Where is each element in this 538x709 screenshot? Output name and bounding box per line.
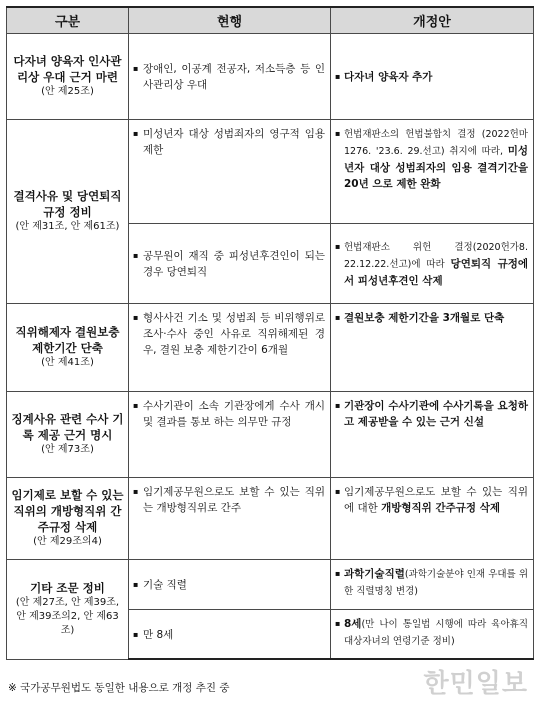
category-title: 결격사유 및 당연퇴직 규정 정비 <box>13 189 122 219</box>
revision-bold-text: 당연퇴직 규정에서 피성년후견인 삭제 <box>344 258 528 287</box>
current-item: ▪ 만 8세 <box>133 627 325 643</box>
row-category <box>7 391 129 477</box>
category-ref: (안 제41조) <box>41 357 94 368</box>
table-row <box>7 559 534 609</box>
revision-item <box>335 566 528 600</box>
current-item: ▪ 수사기관이 소속 기관장에게 수사 개시 및 결과를 통보 하는 의무만 규정 <box>133 398 325 430</box>
category-title: 다자녀 양육자 인사관리상 우대 근거 마련 <box>13 54 122 84</box>
current-item: ▪ 기술 직렬 <box>133 577 325 593</box>
revision-item: ▪ 결원보충 제한기간을 3개월로 단축 <box>335 310 528 326</box>
header-revision: 개정안 <box>331 7 534 33</box>
row-category <box>7 119 129 303</box>
header-category: 구분 <box>7 7 129 33</box>
current-item: ▪ 장애인, 이공계 전공자, 저소득층 등 인사관리상 우대 <box>133 61 325 93</box>
table-row <box>7 33 534 119</box>
revision-bold-text: 과학기술직렬 <box>344 567 405 580</box>
revision-cell <box>331 477 534 559</box>
table-row <box>7 391 534 477</box>
category-title: 기타 조문 정비 <box>30 581 105 595</box>
category-ref: (안 제29조의4) <box>33 536 102 547</box>
current-cell <box>129 609 331 659</box>
revision-text: 헌법재판소 위헌 결정(2020헌가8. 22.12.22.선고)에 따라 <box>344 242 528 270</box>
row-category <box>7 559 129 659</box>
revision-cell <box>331 33 534 119</box>
category-ref: (안 제25조) <box>41 86 94 97</box>
current-item: ▪ 공무원이 재직 중 피성년후견인이 되는 경우 당연퇴직 <box>133 248 325 280</box>
table-header-row <box>7 7 534 33</box>
revision-cell <box>331 303 534 391</box>
current-item: ▪ 임기제공무원으로도 보할 수 있는 직위는 개방형직위로 간주 <box>133 484 325 516</box>
category-title: 징계사유 관련 수사 기록 제공 근거 명시 <box>11 412 124 442</box>
category-ref: (안 제31조, 안 제61조) <box>15 221 120 232</box>
revision-item <box>335 484 528 516</box>
revision-text: 헌법재판소의 헌법불합치 결정 (2022헌마1276. '23.6. 29.선고) 취지에 따라, <box>344 128 528 157</box>
revision-item: ▪ 기관장이 수사기관에 수사기록을 요청하고 제공받을 수 있는 근거 신설 <box>335 398 528 430</box>
table-row <box>7 303 534 391</box>
watermark-logo: 한민일보 <box>423 669 528 699</box>
revision-item <box>335 239 528 289</box>
revision-text: 임기제공무원으로도 보할 수 있는 직위에 대한 <box>344 485 528 514</box>
category-ref: (안 제73조) <box>41 444 94 455</box>
category-title: 임기제로 보할 수 있는 직위의 개방형직위 간주규정 삭제 <box>11 488 124 534</box>
comparison-table-wrapper <box>6 6 533 660</box>
revision-bold-text: 8세 <box>344 617 362 630</box>
current-cell <box>129 223 331 303</box>
current-cell <box>129 303 331 391</box>
revision-cell <box>331 391 534 477</box>
row-category <box>7 33 129 119</box>
table-row <box>7 119 534 223</box>
revision-text: (만 나이 통일법 시행에 따라 육아휴직 대상자녀의 연령기준 정비) <box>344 618 528 647</box>
revision-cell <box>331 119 534 223</box>
current-item: ▪ 미성년자 대상 성범죄자의 영구적 임용 제한 <box>133 126 325 158</box>
revision-bold-text: 개방형직위 간주규정 삭제 <box>381 501 500 514</box>
revision-cell <box>331 559 534 609</box>
current-cell <box>129 119 331 223</box>
current-cell <box>129 559 331 609</box>
revision-text: (과학기술분야 인재 우대를 위한 직렬명칭 변경) <box>344 568 528 597</box>
comparison-table <box>6 6 534 660</box>
footnote: ※ 국가공무원법도 동일한 내용으로 개정 추진 중 <box>8 682 230 694</box>
current-cell <box>129 33 331 119</box>
header-current: 현행 <box>129 7 331 33</box>
revision-cell <box>331 223 534 303</box>
revision-item: ▪ 다자녀 양육자 추가 <box>335 69 528 85</box>
category-ref: (안 제27조, 안 제39조, 안 제39조의2, 안 제63조) <box>15 597 120 636</box>
revision-cell <box>331 609 534 659</box>
table-row <box>7 477 534 559</box>
revision-item <box>335 126 528 192</box>
category-title: 직위해제자 결원보충 제한기간 단축 <box>15 325 120 355</box>
row-category <box>7 477 129 559</box>
revision-item <box>335 616 528 650</box>
revision-bold-text: 미성년자 대상 성범죄자의 임용 결격기간을 20년 으로 제한 완화 <box>344 144 528 190</box>
current-item: ▪ 형사사건 기소 및 성범죄 등 비위행위로 조사·수사 중인 사유로 직위해제된 경우, 결원 보충 제한기간이 6개월 <box>133 310 325 358</box>
current-cell <box>129 391 331 477</box>
current-cell <box>129 477 331 559</box>
row-category <box>7 303 129 391</box>
